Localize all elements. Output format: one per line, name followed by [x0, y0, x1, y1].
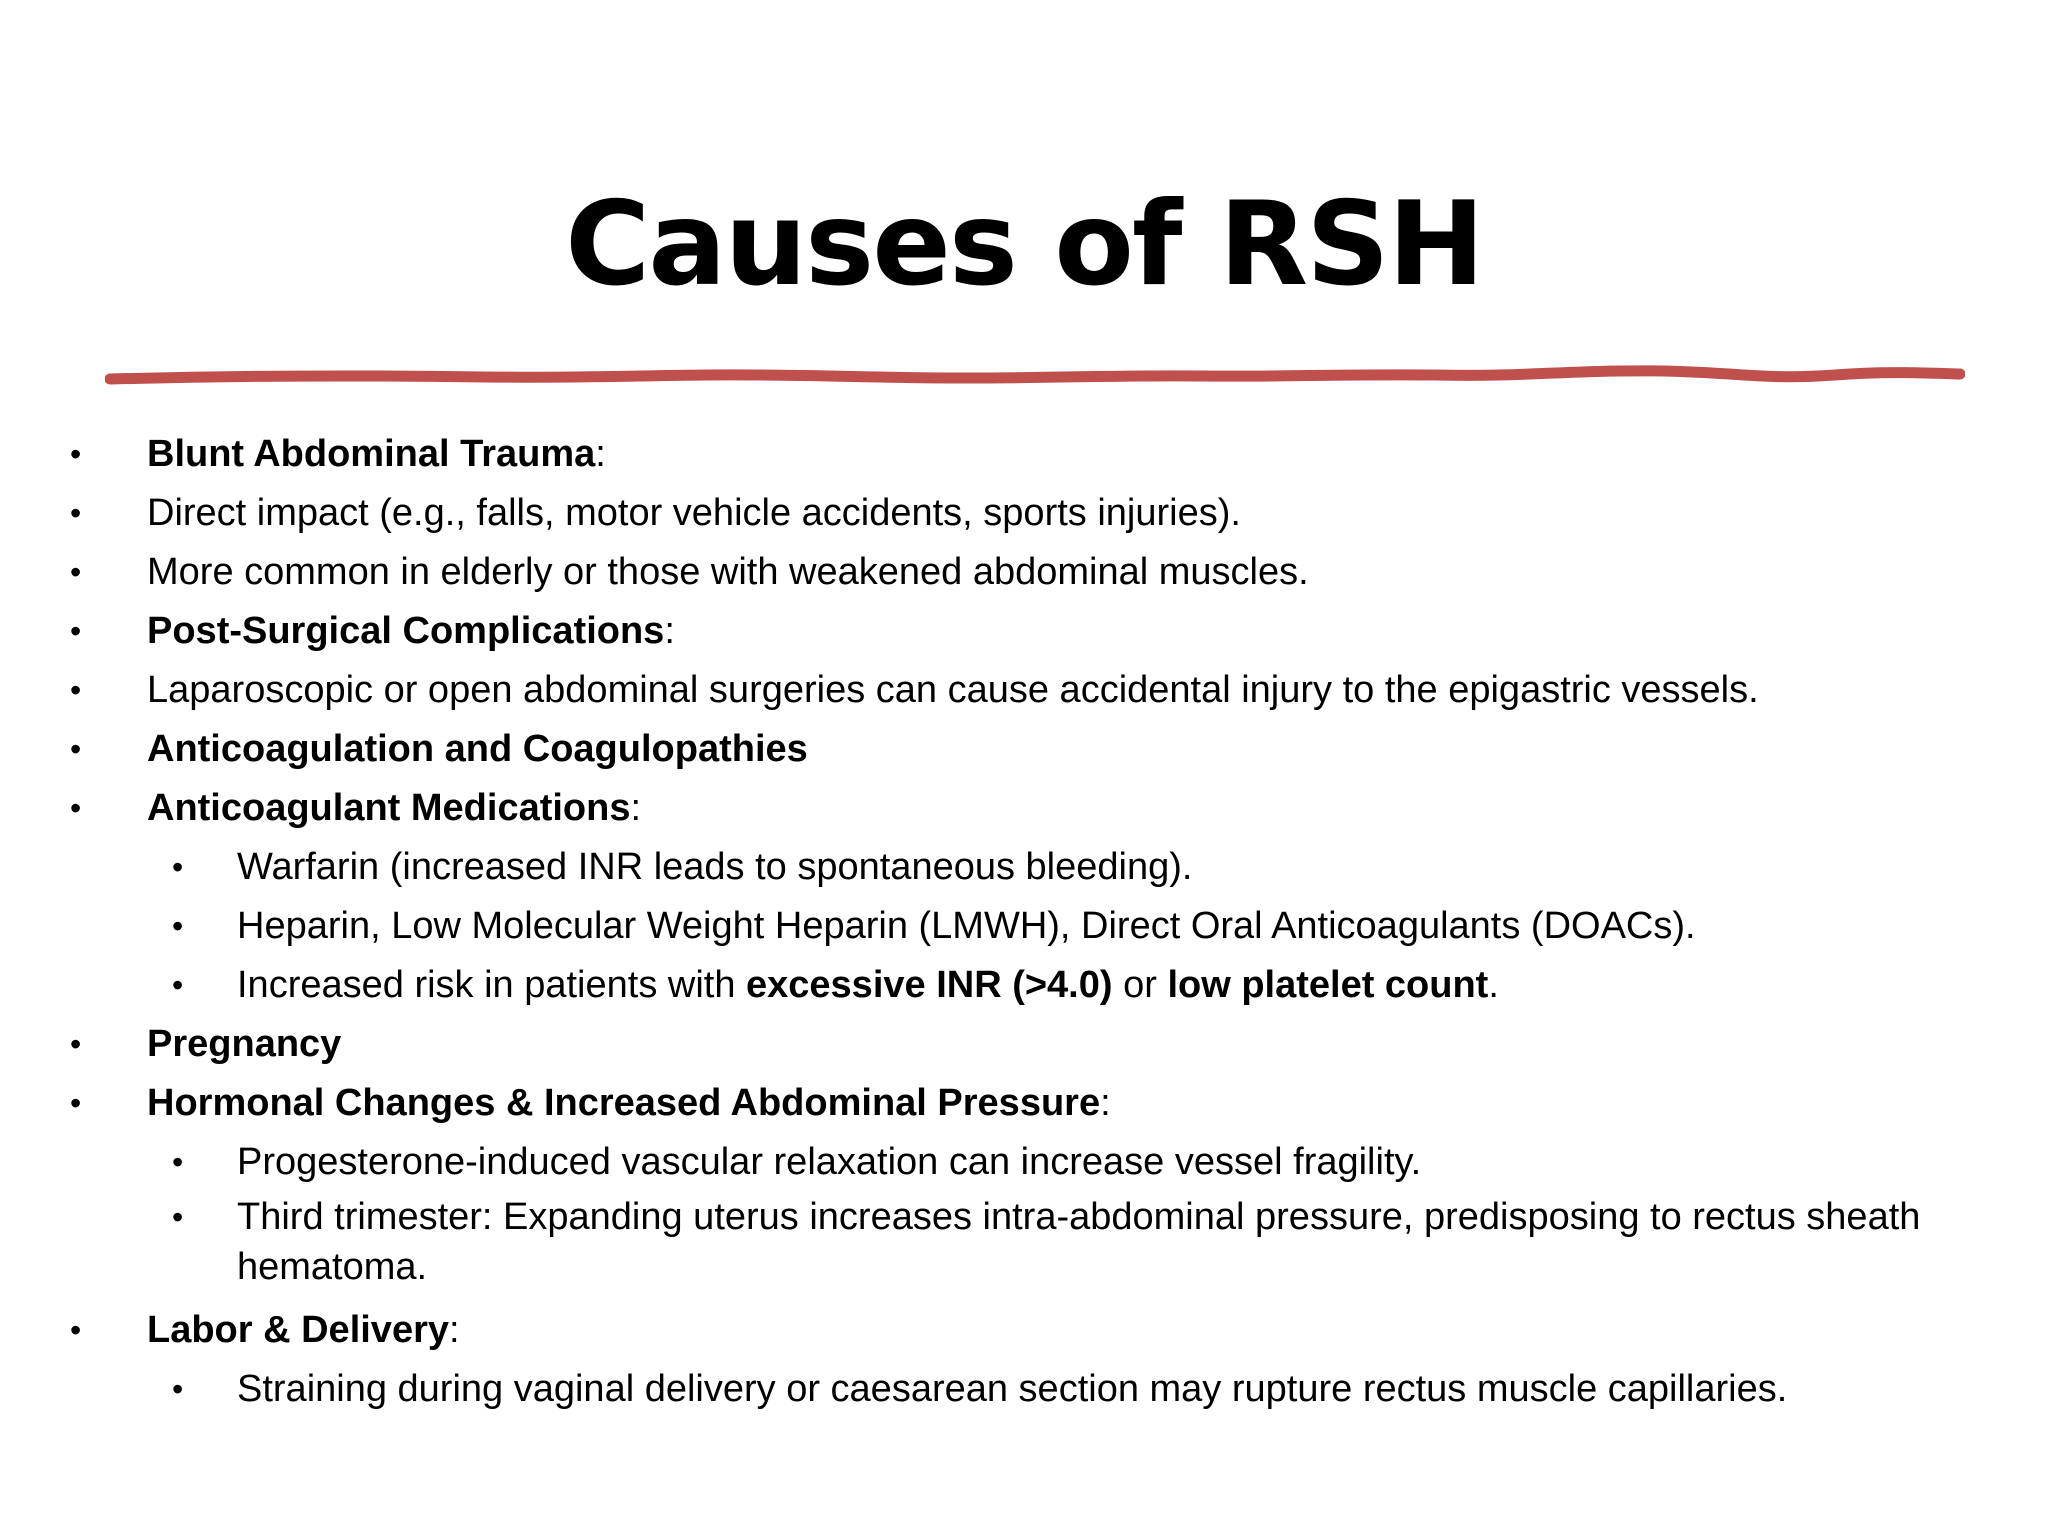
slide-title: Causes of RSH: [565, 177, 1483, 312]
list-item: [0, 1074, 1977, 1133]
list-item: [0, 720, 1977, 779]
item-heading: Anticoagulation and Coagulopathies: [147, 728, 808, 770]
sub-list-item: [0, 1133, 1977, 1192]
list-item: [0, 1015, 1977, 1074]
item-text: Laparoscopic or open abdominal surgeries can cause accidental injury to the epigastric vessels.: [147, 669, 1759, 711]
bullet-marker: •: [172, 908, 184, 944]
title-underline-decoration: [105, 362, 1965, 392]
item-suffix: :: [595, 433, 606, 475]
item-suffix: :: [664, 610, 675, 652]
item-suffix: :: [1100, 1082, 1111, 1124]
bullet-marker: •: [172, 1371, 184, 1407]
item-heading: Hormonal Changes & Increased Abdominal Pressure: [147, 1082, 1101, 1124]
item-suffix: :: [449, 1309, 460, 1351]
item-text: Heparin, Low Molecular Weight Heparin (LMWH), Direct Oral Anticoagulants (DOACs).: [237, 905, 1696, 947]
bullet-marker: •: [70, 1026, 82, 1062]
list-item: [0, 484, 1977, 543]
item-text: Increased risk in patients with: [237, 964, 747, 1006]
bullet-marker: •: [70, 1312, 82, 1348]
bullet-marker: •: [70, 613, 82, 649]
item-heading: Blunt Abdominal Trauma: [147, 433, 596, 475]
sub-list-item: [0, 1192, 1977, 1301]
bullet-marker: •: [172, 1199, 184, 1235]
bullet-marker: •: [172, 1144, 184, 1180]
item-heading: Post-Surgical Complications: [147, 610, 665, 652]
title-underline-stroke: [110, 371, 1960, 379]
item-text: Straining during vaginal delivery or caesarean section may rupture rectus muscle capillaries.: [237, 1368, 1788, 1410]
item-heading: Pregnancy: [147, 1023, 342, 1065]
list-item: [0, 602, 1977, 661]
item-text: or: [1112, 964, 1168, 1006]
item-suffix: .: [1488, 964, 1499, 1006]
bullet-marker: •: [172, 967, 184, 1003]
item-emphasis: excessive INR (>4.0): [746, 964, 1113, 1006]
item-heading: Anticoagulant Medications: [147, 787, 631, 829]
item-suffix: :: [630, 787, 642, 829]
bullet-marker: •: [70, 1085, 82, 1121]
item-heading: Labor & Delivery: [147, 1309, 449, 1351]
item-text: Progesterone-induced vascular relaxation can increase vessel fragility.: [237, 1141, 1422, 1183]
item-text: Third trimester: Expanding uterus increases intra-abdominal pressure, predisposing to rectus sheath hematoma.: [237, 1196, 1921, 1288]
bullet-marker: •: [172, 849, 184, 885]
bullet-list: [0, 425, 2048, 1419]
bullet-marker: •: [70, 731, 82, 767]
item-text: Direct impact (e.g., falls, motor vehicle accidents, sports injuries).: [147, 492, 1241, 534]
item-text: More common in elderly or those with weakened abdominal muscles.: [147, 551, 1309, 593]
list-item: [0, 661, 1977, 720]
list-item: [0, 779, 1977, 838]
list-item: [0, 543, 1977, 602]
sub-list-item: [0, 956, 1977, 1015]
bullet-marker: •: [70, 672, 82, 708]
list-item: [0, 425, 1977, 484]
bullet-marker: •: [70, 554, 82, 590]
item-emphasis: low platelet count: [1167, 964, 1489, 1006]
bullet-marker: •: [70, 790, 82, 826]
sub-list-item: [0, 897, 1977, 956]
sub-list-item: [0, 1360, 1977, 1419]
sub-list-item: [0, 838, 1977, 897]
bullet-marker: •: [70, 495, 82, 531]
bullet-marker: •: [70, 436, 82, 472]
item-text: Warfarin (increased INR leads to spontaneous bleeding).: [237, 846, 1193, 888]
list-item: [0, 1301, 1977, 1360]
